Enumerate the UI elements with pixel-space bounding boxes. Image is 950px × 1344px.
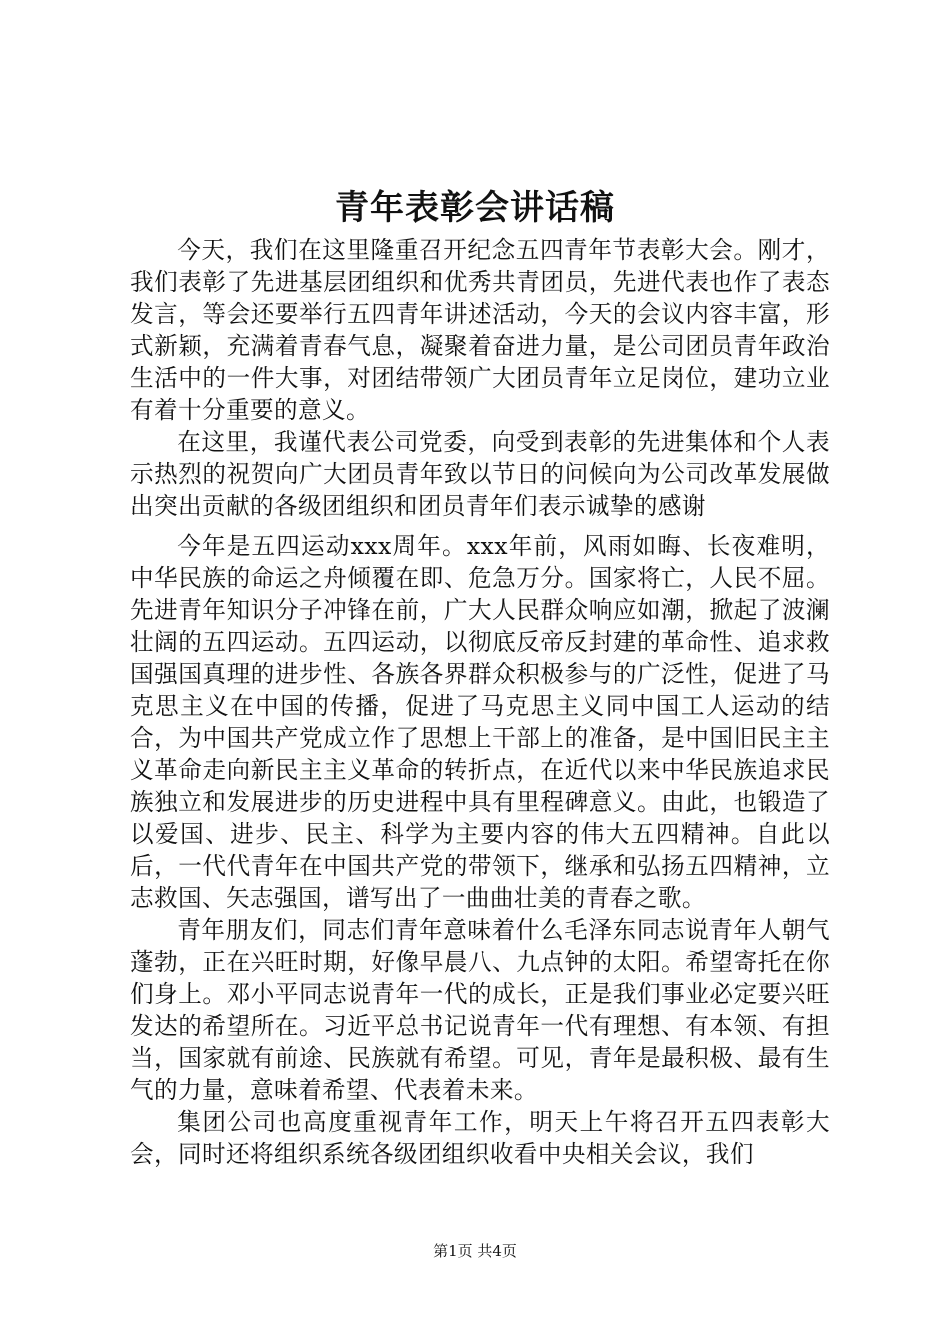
paragraph-5: 集团公司也高度重视青年工作，明天上午将召开五四表彰大会，同时还将组织系统各级团组织收看中央相关会议，我们	[130, 1108, 830, 1168]
document-title: 青年表彰会讲话稿	[335, 188, 615, 228]
paragraph-4: 青年朋友们，同志们青年意味着什么毛泽东同志说青年人朝气蓬勃，正在兴旺时期，好像早晨八、九点钟的太阳。希望寄托在你们身上。邓小平同志说青年一代的成长，正是我们事业必定要兴旺发达的希望所在。习近平总书记说青年一代有理想、有本领、有担当，国家就有前途、民族就有希望。可见，青年是最积极、最有生气的力量，意味着希望、代表着未来。	[130, 916, 830, 1104]
paragraph-2: 在这里，我谨代表公司党委，向受到表彰的先进集体和个人表示热烈的祝贺向广大团员青年致以节日的问候向为公司改革发展做出突出贡献的各级团组织和团员青年们表示诚挚的感谢	[130, 428, 830, 520]
paragraph-1: 今天，我们在这里隆重召开纪念五四青年节表彰大会。刚才，我们表彰了先进基层团组织和优秀共青团员，先进代表也作了表态发言，等会还要举行五四青年讲述活动，今天的会议内容丰富，形式新颖，充满着青春气息，凝聚着奋进力量，是公司团员青年政治生活中的一件大事，对团结带领广大团员青年立足岗位，建功立业有着十分重要的意义。	[130, 236, 830, 424]
document-body	[130, 234, 830, 1170]
paragraph-3: 今年是五四运动xxx周年。xxx年前，风雨如晦、长夜难明，中华民族的命运之舟倾覆在即、危急万分。国家将亡，人民不屈。先进青年知识分子冲锋在前，广大人民群众响应如潮，掀起了波澜壮阔的五四运动。五四运动，以彻底反帝反封建的革命性、追求救国强国真理的进步性、各族各界群众积极参与的广泛性，促进了马克思主义在中国的传播，促进了马克思主义同中国工人运动的结合，为中国共产党成立作了思想上干部上的准备，是中国旧民主主义革命走向新民主主义革命的转折点，在近代以来中华民族追求民族独立和发展进步的历史进程中具有里程碑意义。由此，也锻造了以爱国、进步、民主、科学为主要内容的伟大五四精神。自此以后，一代代青年在中国共产党的带领下，继承和弘扬五四精神，立志救国、矢志强国，谱写出了一曲曲壮美的青春之歌。	[130, 532, 830, 912]
page-footer: 第1页 共4页	[433, 1242, 517, 1260]
